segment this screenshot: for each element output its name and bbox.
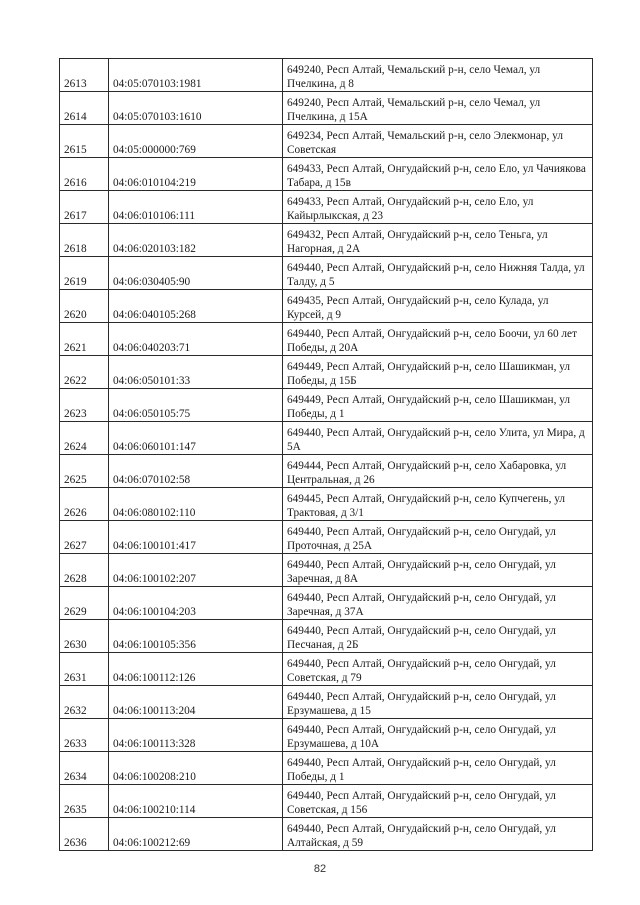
row-number-cell: 2614	[60, 92, 109, 125]
row-number-cell: 2627	[60, 521, 109, 554]
cadastral-number-cell: 04:06:100113:204	[109, 686, 283, 719]
row-number-cell: 2624	[60, 422, 109, 455]
cadastral-number-cell: 04:06:040203:71	[109, 323, 283, 356]
cadastral-number-cell: 04:06:100210:114	[109, 785, 283, 818]
records-table-body	[60, 59, 593, 851]
page-number: 82	[313, 863, 327, 875]
table-row	[60, 818, 593, 851]
row-number-cell: 2619	[60, 257, 109, 290]
cadastral-number-cell: 04:06:010106:111	[109, 191, 283, 224]
records-table	[59, 58, 593, 851]
address-cell: 649440, Респ Алтай, Онгудайский р-н, село Онгудай, ул Алтайская, д 59	[283, 818, 593, 851]
cadastral-number-cell: 04:06:100104:203	[109, 587, 283, 620]
address-cell: 649440, Респ Алтай, Онгудайский р-н, село Онгудай, ул Проточная, д 25А	[283, 521, 593, 554]
table-row	[60, 290, 593, 323]
address-cell: 649440, Респ Алтай, Онгудайский р-н, село Онгудай, ул Ерзумашева, д 15	[283, 686, 593, 719]
address-cell: 649440, Респ Алтай, Онгудайский р-н, село Улита, ул Мира, д 5А	[283, 422, 593, 455]
table-row	[60, 455, 593, 488]
cadastral-number-cell: 04:06:100112:126	[109, 653, 283, 686]
table-row	[60, 389, 593, 422]
table-row	[60, 125, 593, 158]
row-number-cell: 2631	[60, 653, 109, 686]
cadastral-number-cell: 04:06:030405:90	[109, 257, 283, 290]
address-cell: 649440, Респ Алтай, Онгудайский р-н, село Онгудай, ул Заречная, д 37А	[283, 587, 593, 620]
table-row	[60, 686, 593, 719]
cadastral-number-cell: 04:06:020103:182	[109, 224, 283, 257]
row-number-cell: 2628	[60, 554, 109, 587]
row-number-cell: 2617	[60, 191, 109, 224]
cadastral-number-cell: 04:06:040105:268	[109, 290, 283, 323]
row-number-cell: 2636	[60, 818, 109, 851]
address-cell: 649445, Респ Алтай, Онгудайский р-н, село Купчегень, ул Трактовая, д 3/1	[283, 488, 593, 521]
address-cell: 649440, Респ Алтай, Онгудайский р-н, село Онгудай, ул Заречная, д 8А	[283, 554, 593, 587]
table-row	[60, 224, 593, 257]
address-cell: 649440, Респ Алтай, Онгудайский р-н, село Онгудай, ул Песчаная, д 2Б	[283, 620, 593, 653]
row-number-cell: 2629	[60, 587, 109, 620]
cadastral-number-cell: 04:05:070103:1981	[109, 59, 283, 92]
address-cell: 649433, Респ Алтай, Онгудайский р-н, село Ело, ул Кайырлыкская, д 23	[283, 191, 593, 224]
cadastral-number-cell: 04:06:100212:69	[109, 818, 283, 851]
address-cell: 649440, Респ Алтай, Онгудайский р-н, село Нижняя Талда, ул Талду, д 5	[283, 257, 593, 290]
address-cell: 649444, Респ Алтай, Онгудайский р-н, село Хабаровка, ул Центральная, д 26	[283, 455, 593, 488]
cadastral-number-cell: 04:06:010104:219	[109, 158, 283, 191]
table-row	[60, 257, 593, 290]
cadastral-number-cell: 04:06:050105:75	[109, 389, 283, 422]
table-row	[60, 323, 593, 356]
address-cell: 649240, Респ Алтай, Чемальский р-н, село Чемал, ул Пчелкина, д 15А	[283, 92, 593, 125]
row-number-cell: 2622	[60, 356, 109, 389]
row-number-cell: 2616	[60, 158, 109, 191]
table-row	[60, 785, 593, 818]
table-row	[60, 422, 593, 455]
address-cell: 649433, Респ Алтай, Онгудайский р-н, село Ело, ул Чачиякова Табара, д 15в	[283, 158, 593, 191]
row-number-cell: 2625	[60, 455, 109, 488]
address-cell: 649440, Респ Алтай, Онгудайский р-н, село Онгудай, ул Ерзумашева, д 10А	[283, 719, 593, 752]
cadastral-number-cell: 04:05:070103:1610	[109, 92, 283, 125]
table-row	[60, 554, 593, 587]
row-number-cell: 2623	[60, 389, 109, 422]
cadastral-number-cell: 04:06:100101:417	[109, 521, 283, 554]
row-number-cell: 2630	[60, 620, 109, 653]
table-row	[60, 191, 593, 224]
cadastral-number-cell: 04:06:100113:328	[109, 719, 283, 752]
address-cell: 649440, Респ Алтай, Онгудайский р-н, село Онгудай, ул Советская, д 156	[283, 785, 593, 818]
cadastral-number-cell: 04:05:000000:769	[109, 125, 283, 158]
address-cell: 649435, Респ Алтай, Онгудайский р-н, село Кулада, ул Курсей, д 9	[283, 290, 593, 323]
cadastral-number-cell: 04:06:050101:33	[109, 356, 283, 389]
row-number-cell: 2613	[60, 59, 109, 92]
row-number-cell: 2626	[60, 488, 109, 521]
row-number-cell: 2633	[60, 719, 109, 752]
cadastral-number-cell: 04:06:080102:110	[109, 488, 283, 521]
row-number-cell: 2618	[60, 224, 109, 257]
table-row	[60, 653, 593, 686]
cadastral-number-cell: 04:06:100105:356	[109, 620, 283, 653]
cadastral-number-cell: 04:06:070102:58	[109, 455, 283, 488]
table-row	[60, 587, 593, 620]
table-row	[60, 92, 593, 125]
address-cell: 649440, Респ Алтай, Онгудайский р-н, село Онгудай, ул Советская, д 79	[283, 653, 593, 686]
row-number-cell: 2632	[60, 686, 109, 719]
address-cell: 649234, Респ Алтай, Чемальский р-н, село Элекмонар, ул Советская	[283, 125, 593, 158]
address-cell: 649440, Респ Алтай, Онгудайский р-н, село Онгудай, ул Победы, д 1	[283, 752, 593, 785]
table-row	[60, 521, 593, 554]
table-row	[60, 719, 593, 752]
table-row	[60, 356, 593, 389]
table-row	[60, 752, 593, 785]
cadastral-number-cell: 04:06:060101:147	[109, 422, 283, 455]
table-row	[60, 59, 593, 92]
address-cell: 649449, Респ Алтай, Онгудайский р-н, село Шашикман, ул Победы, д 15Б	[283, 356, 593, 389]
table-row	[60, 620, 593, 653]
table-row	[60, 488, 593, 521]
address-cell: 649432, Респ Алтай, Онгудайский р-н, село Теньга, ул Нагорная, д 2А	[283, 224, 593, 257]
address-cell: 649240, Респ Алтай, Чемальский р-н, село Чемал, ул Пчелкина, д 8	[283, 59, 593, 92]
row-number-cell: 2634	[60, 752, 109, 785]
address-cell: 649440, Респ Алтай, Онгудайский р-н, село Боочи, ул 60 лет Победы, д 20А	[283, 323, 593, 356]
table-row	[60, 158, 593, 191]
cadastral-number-cell: 04:06:100102:207	[109, 554, 283, 587]
row-number-cell: 2621	[60, 323, 109, 356]
row-number-cell: 2635	[60, 785, 109, 818]
row-number-cell: 2615	[60, 125, 109, 158]
cadastral-number-cell: 04:06:100208:210	[109, 752, 283, 785]
row-number-cell: 2620	[60, 290, 109, 323]
address-cell: 649449, Респ Алтай, Онгудайский р-н, село Шашикман, ул Победы, д 1	[283, 389, 593, 422]
